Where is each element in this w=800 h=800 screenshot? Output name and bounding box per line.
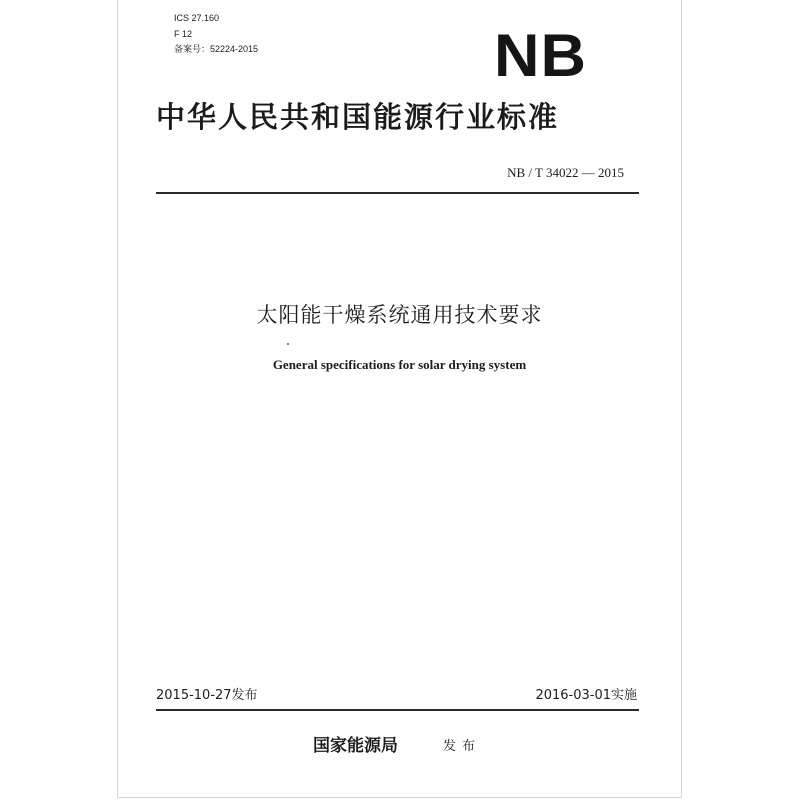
publisher-name: 国家能源局	[313, 736, 398, 756]
document-title-chinese: 太阳能干燥系统通用技术要求	[256, 303, 543, 327]
record-number: 备案号：52224-2015	[174, 44, 259, 54]
document-title-english: General specifications for solar drying system	[272, 357, 527, 372]
publish-label: 发布	[443, 739, 482, 754]
issuer-title: 中华人民共和国能源行业标准	[156, 100, 560, 134]
classification-code: F 12	[174, 29, 193, 39]
implementation-date: 2016-03-01实施	[535, 688, 637, 703]
standard-number: NB / T 34022 — 2015	[507, 165, 624, 180]
nb-logo: NB	[494, 22, 588, 89]
standard-cover-page	[117, 0, 682, 798]
top-divider	[156, 192, 639, 194]
print-speck	[287, 343, 289, 345]
ics-code: ICS 27.160	[174, 13, 220, 23]
bottom-divider	[156, 709, 639, 711]
issue-date: 2015-10-27发布	[156, 688, 258, 703]
